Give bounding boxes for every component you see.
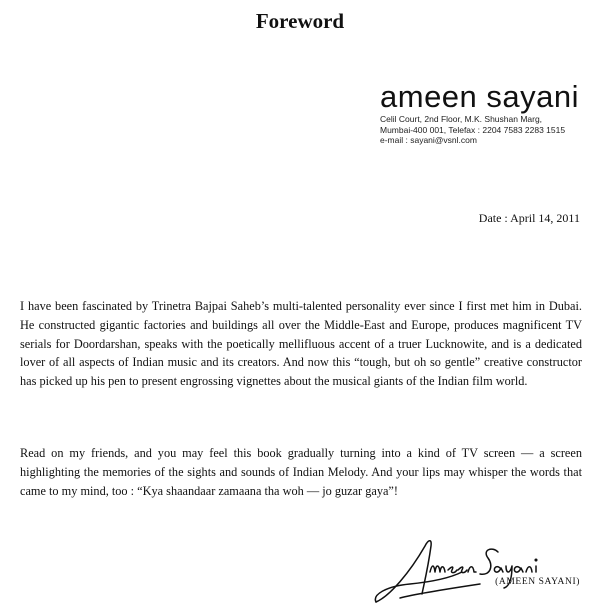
letterhead-address-line-2: Mumbai-400 001, Telefax : 2204 7583 2283 1515 (380, 124, 566, 135)
letterhead-email: e-mail : sayani@vsnl.com (380, 135, 477, 145)
foreword-paragraph-2: Read on my friends, and you may feel this book gradually turning into a kind of TV screen — a screen highlighting the memories of the sights and sounds of Indian Melody. And your lips may whisper the words that came to my mind, too : “Kya shaandaar zamaana tha woh — jo guzar gaya”! (20, 446, 582, 498)
letterhead (380, 80, 595, 146)
page-title: Foreword (255, 9, 345, 33)
signature-caption: (AMEEN SAYANI) (495, 577, 580, 587)
letter-date: Date : April 14, 2011 (478, 211, 580, 225)
letterhead-address-line-1: Celil Court, 2nd Floor, M.K. Shushan Marg, (380, 114, 543, 124)
handwritten-signature (370, 532, 580, 610)
foreword-paragraph-1: I have been fascinated by Trinetra Bajpai Saheb’s multi-talented personality ever since I first met him in Dubai. He constructed gigantic factories and buildings all over the Middle-East and Europe, produces magnificent TV serials for Doordarshan, speaks with the poetically mellifluous accent of a truer Lucknowite, and is a dedicated lover of all aspects of Indian music and its creators. And now this “tough, but oh so gentle” creative constructor has picked up his pen to present engrossing vignettes about the musical giants of the Indian film world. (20, 299, 582, 389)
letterhead-name: ameen sayani (380, 79, 580, 114)
